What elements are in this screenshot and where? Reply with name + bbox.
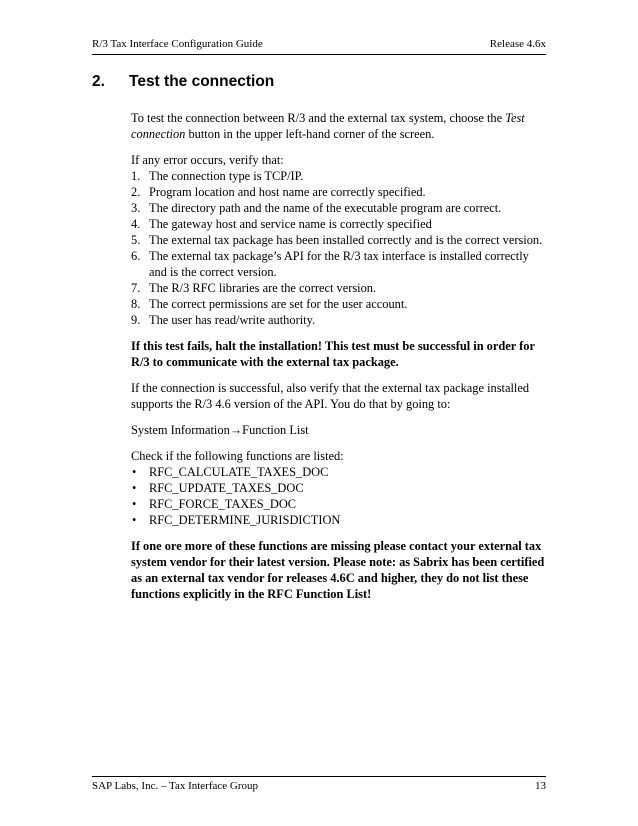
menu-path-from: System Information [131, 423, 230, 437]
list-item-text: The external tax package’s API for the R/3 tax interface is installed correctly and is the correct version. [149, 249, 529, 279]
bullet-icon: • [132, 497, 137, 511]
list-item-text: Program location and host name are correctly specified. [149, 185, 426, 199]
list-item [131, 280, 546, 296]
list-item [131, 200, 546, 216]
menu-path-to: Function List [242, 423, 309, 437]
header-release: Release 4.6x [489, 38, 546, 50]
section-title: Test the connection [129, 73, 275, 90]
arrow-icon: → [229, 423, 243, 437]
function-list [131, 464, 546, 528]
success-note: If the connection is successful, also verify that the external tax package installed supports the R/3 4.6 version of the API. You do that by going to: [131, 381, 530, 411]
warning-paragraph: If this test fails, halt the installation! This test must be successful in order for R/3 to communicate with the external tax package. [131, 339, 535, 369]
function-name: RFC_CALCULATE_TAXES_DOC [149, 465, 329, 479]
section-number: 2. [92, 73, 105, 90]
page-header [92, 38, 546, 55]
page-body [131, 110, 546, 612]
bullet-icon: • [132, 481, 137, 495]
verify-lead: If any error occurs, verify that: [131, 153, 284, 167]
list-item-text: The connection type is TCP/IP. [149, 169, 304, 183]
bullet-icon: • [132, 513, 137, 527]
function-item [131, 496, 546, 512]
menu-path [131, 422, 546, 438]
function-name: RFC_FORCE_TAXES_DOC [149, 497, 297, 511]
list-item-number: 7. [131, 281, 141, 295]
footer-company: SAP Labs, Inc. – Tax Interface Group [92, 780, 259, 792]
list-item [131, 168, 546, 184]
list-item-text: The directory path and the name of the executable program are correct. [149, 201, 502, 215]
closing-paragraph: If one ore more of these functions are missing please contact your external tax system vendor for their latest version. Please note: as Sabrix has been certified as an external tax vendor for releases 4.6C and higher, they do not list these functions explicitly in the RFC Function List! [131, 539, 545, 601]
page-number: 13 [535, 780, 546, 792]
list-item [131, 296, 546, 312]
list-item-number: 3. [131, 201, 141, 215]
page-footer [92, 776, 546, 795]
list-item-number: 6. [131, 249, 141, 263]
list-item-number: 5. [131, 233, 141, 247]
list-item-text: The gateway host and service name is correctly specified [149, 217, 432, 231]
list-item [131, 184, 546, 200]
list-item [131, 312, 546, 328]
bullet-icon: • [132, 465, 137, 479]
intro-button-name: Test connection [131, 111, 525, 141]
intro-paragraph [131, 110, 546, 142]
function-item [131, 512, 546, 528]
list-item-text: The user has read/write authority. [149, 313, 316, 327]
list-item-text: The R/3 RFC libraries are the correct version. [149, 281, 377, 295]
verify-list [131, 168, 546, 328]
list-item-text: The external tax package has been installed correctly and is the correct version. [149, 233, 543, 247]
intro-text-after: button in the upper left-hand corner of the screen. [185, 127, 435, 141]
function-name: RFC_UPDATE_TAXES_DOC [149, 481, 304, 495]
intro-text: To test the connection between R/3 and the external tax system, choose the [131, 111, 506, 125]
list-item-number: 9. [131, 313, 141, 327]
function-item [131, 480, 546, 496]
header-document-title: R/3 Tax Interface Configuration Guide [92, 38, 263, 50]
list-item-number: 8. [131, 297, 141, 311]
list-item-text: The correct permissions are set for the user account. [149, 297, 408, 311]
list-item-number: 4. [131, 217, 141, 231]
function-item [131, 464, 546, 480]
function-name: RFC_DETERMINE_JURISDICTION [149, 513, 341, 527]
list-item [131, 248, 546, 280]
section-heading [92, 73, 274, 91]
list-item [131, 232, 546, 248]
list-item [131, 216, 546, 232]
list-item-number: 2. [131, 185, 141, 199]
functions-lead: Check if the following functions are listed: [131, 449, 344, 463]
list-item-number: 1. [131, 169, 141, 183]
